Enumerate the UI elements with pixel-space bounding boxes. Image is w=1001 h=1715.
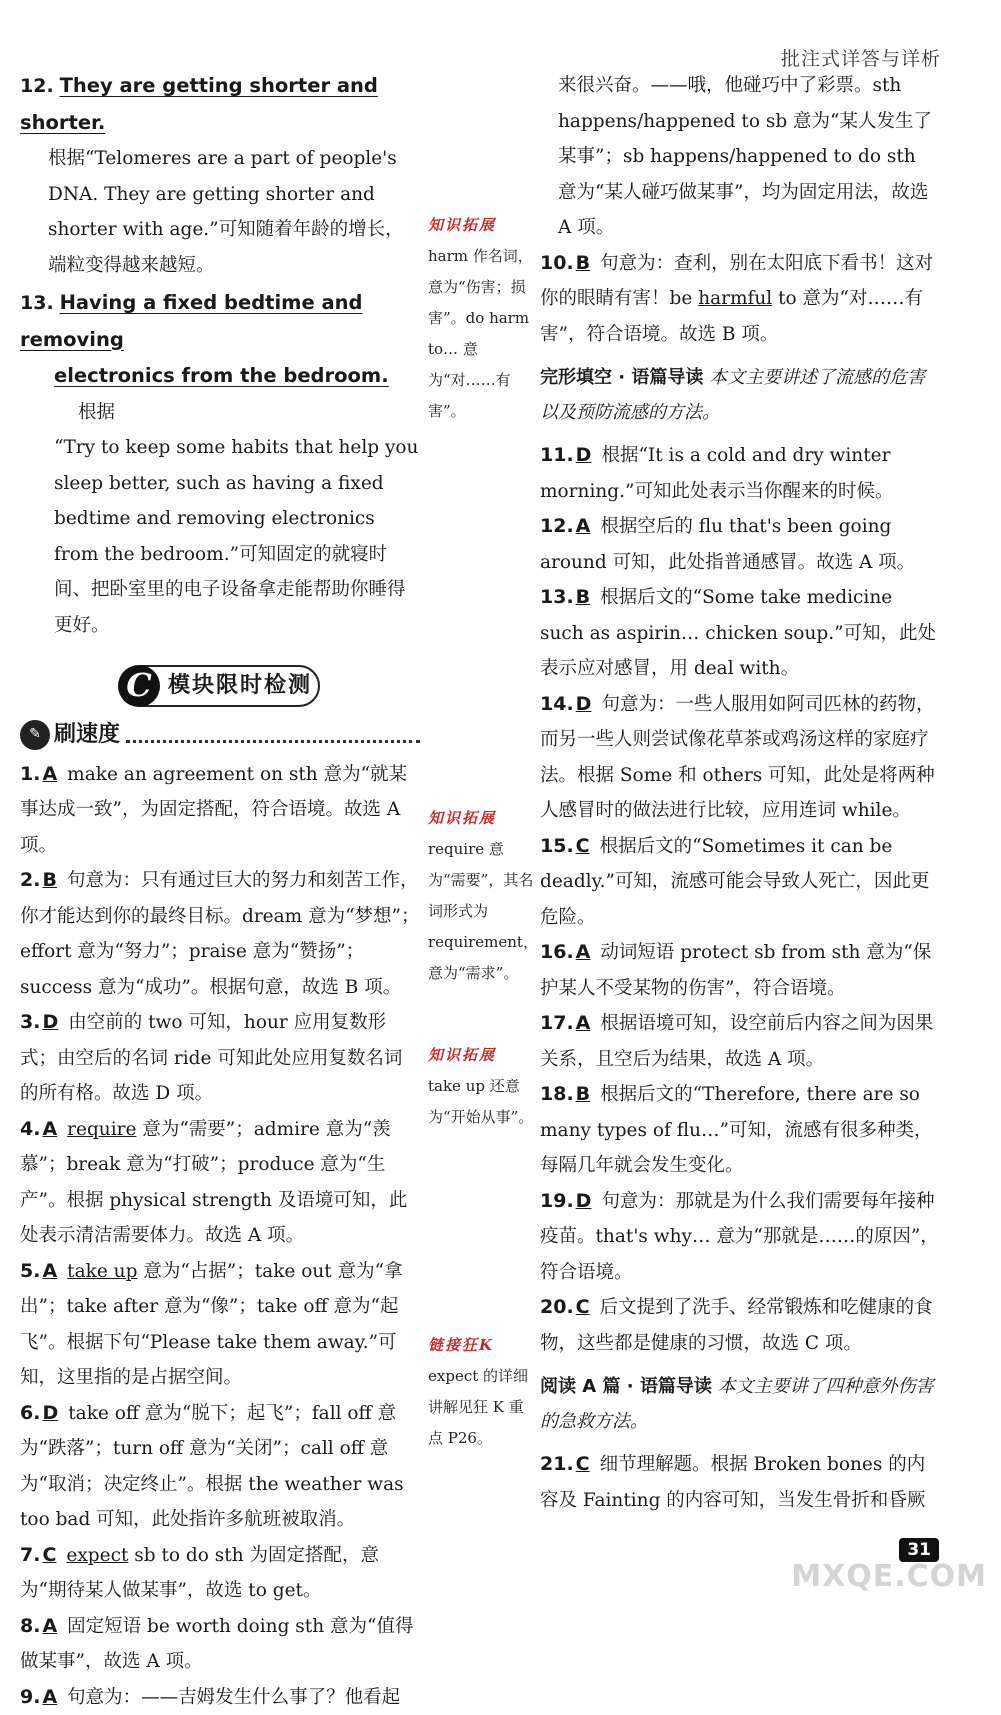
side-note: [428, 1330, 536, 1454]
dotted-divider: [126, 726, 420, 743]
answer-item: [540, 1077, 940, 1184]
item-number: 18.: [540, 1083, 574, 1105]
item-explanation: 固定短语 be worth doing sth 意为“值得做某事”，故选 A 项。: [20, 1616, 414, 1673]
answer-item: [540, 1184, 940, 1291]
section-letter-icon: C: [118, 665, 160, 707]
side-note-tag: 知识拓展: [428, 803, 536, 834]
item-answer: C: [576, 1296, 590, 1318]
item-answer-line2: electronics from the bedroom.: [54, 364, 389, 387]
item-number: 12.: [540, 515, 574, 537]
side-note-text: require 意为“需要”，其名词形式为 requirement，意为“需求”。: [428, 834, 536, 989]
item-number: 8.: [20, 1615, 40, 1637]
item-explanation: 由空前的 two 可知，hour 应用复数形式；由空后的名词 ride 可知此处应用复数名词的所有格。故选 D 项。: [20, 1012, 402, 1104]
reading-guide: [540, 360, 940, 430]
item-number: 14.: [540, 693, 574, 715]
item-explanation: 句意为：只有通过巨大的努力和刻苦工作，你才能达到你的最终目标。dream 意为“梦想”；effort 意为“努力”；praise 意为“赞扬”；success 意为“成功”。根据句意，故选 B 项。: [20, 870, 420, 998]
item-explanation: 句意为：查利，别在太阳底下看书！这对你的眼睛有害！be: [540, 253, 933, 310]
item-answer: B: [576, 1083, 590, 1105]
item-explanation: 根据语境可知，设空前后内容之间为因果关系，且空后为结果，故选 A 项。: [540, 1013, 933, 1070]
answer-item-21: [540, 1447, 940, 1518]
answer-item: [20, 1005, 420, 1112]
answer-item: [20, 757, 420, 864]
answer-item: [20, 1396, 420, 1538]
item-answer: B: [42, 869, 56, 891]
item-answer: D: [576, 693, 592, 715]
item-number: 21.: [540, 1453, 574, 1475]
item-explanation: 意为“需要”；admire 意为“羡慕”；break 意为“打破”；produce 意为“生产”。根据 physical strength 及语境可知，此处表示清洁需要体力。故选 A 项。: [20, 1119, 407, 1247]
item-number: 16.: [540, 941, 574, 963]
item-number: 12.: [20, 75, 54, 97]
answer-item: [540, 1290, 940, 1361]
item-answer: A: [42, 1686, 57, 1708]
item-answer: D: [576, 444, 592, 466]
item-number: 20.: [540, 1296, 574, 1318]
item-answer: B: [576, 586, 590, 608]
item-number: 9.: [20, 1686, 40, 1708]
item-number: 5.: [20, 1260, 40, 1282]
side-note: [428, 803, 536, 989]
item-answer: C: [576, 835, 590, 857]
item-explanation: “Try to keep some habits that help you sleep better, such as having a fixed bedtime and removing electronics from the bedroom.”可知固定的就寝时间、把卧室里的电子设备拿走能帮助你睡得更好。: [54, 430, 420, 643]
side-note-text: harm 作名词，意为“伤害；损害”。do harm to… 意为“对……有害”。: [428, 241, 536, 427]
item-answer: A: [42, 1260, 57, 1282]
item-number: 3.: [20, 1011, 40, 1033]
item-number: 17.: [540, 1012, 574, 1034]
answer-item: [540, 687, 940, 829]
item-explanation: 句意为：——吉姆发生什么事了？他看起: [67, 1687, 400, 1708]
answer-item: [20, 1609, 420, 1680]
side-note-tag: 知识拓展: [428, 1040, 536, 1071]
item-explanation: 意为“占据”；take out 意为“拿出”；take after 意为“像”；take off 意为“起飞”。根据下句“Please take them away.”可知，这里指的是占据空间。: [20, 1261, 403, 1389]
answer-item: [20, 863, 420, 1005]
answer-item: [540, 1006, 940, 1077]
answer-item: [20, 1254, 420, 1396]
reading-guide: [540, 1369, 940, 1439]
item-explanation: 后文提到了洗手、经常锻炼和吃健康的食物，这些都是健康的习惯，故选 C 项。: [540, 1297, 933, 1354]
item-number: 13.: [540, 586, 574, 608]
item-number: 7.: [20, 1544, 40, 1566]
running-header: 批注式详答与详析: [781, 44, 941, 71]
item-answer: A: [42, 763, 57, 785]
linked-word: harmful: [698, 288, 772, 309]
side-note-tag: 链接狂K: [428, 1330, 536, 1361]
answer-item: [20, 1538, 420, 1609]
side-note: [428, 210, 536, 427]
item-explanation: 根据后文的“Some take medicine such as aspirin… chicken soup.”可知，此处表示应对感冒，用 deal with。: [540, 587, 936, 679]
item-explanation: 根据空后的 flu that's been going around 可知，此处指普通感冒。故选 A 项。: [540, 516, 915, 573]
item-answer-line1: Having a fixed bedtime and removing: [20, 291, 363, 351]
item-explanation: 根据“Telomeres are a part of people's DNA. They are getting shorter and shorter with age.”可知随着年龄的增长，端粒变得越来越短。: [20, 141, 420, 283]
answer-item: [540, 935, 940, 1006]
item-number: 4.: [20, 1118, 40, 1140]
item-answer: A: [576, 1012, 591, 1034]
speed-label: 刷速度: [54, 717, 120, 753]
guide-text: 本文主要讲述了流感的危害以及预防流感的方法。: [540, 367, 925, 423]
item-number: 15.: [540, 835, 574, 857]
item-explanation: make an agreement on sth 意为“就某事达成一致”，为固定搭配，符合语境。故选 A 项。: [20, 764, 407, 856]
answer-item: [20, 1112, 420, 1254]
side-note-text: expect 的详细讲解见狂 K 重点 P26。: [428, 1361, 536, 1454]
item-answer: A: [42, 1118, 57, 1140]
section-banner: [120, 665, 320, 707]
item-explanation: 句意为：那就是为什么我们需要每年接种疫苗。that's why… 意为“那就是……的原因”，符合语境。: [540, 1191, 939, 1283]
item-explanation: 根据后文的“Therefore, there are so many types of flu…”可知，流感有很多种类，每隔几年就会发生变化。: [540, 1084, 932, 1176]
answer-item-10: [540, 246, 940, 353]
right-column: [540, 68, 940, 1518]
section-title: 模块限时检测: [160, 668, 312, 704]
guide-text: 本文主要讲了四种意外伤害的急救方法。: [540, 1376, 934, 1432]
speed-heading: [20, 717, 420, 753]
item-explanation: 根据“It is a cold and dry winter morning.”可知此处表示当你醒来的时候。: [540, 445, 893, 502]
item-answer: B: [576, 252, 590, 274]
item-number: 2.: [20, 869, 40, 891]
side-note: [428, 1040, 536, 1133]
linked-word: take up: [67, 1261, 137, 1282]
answer-item-13: [20, 285, 420, 643]
item-answer: D: [42, 1402, 58, 1424]
item-explanation: 动词短语 protect sb from sth 意为“保护某人不受某物的伤害”，符合语境。: [540, 942, 931, 999]
answer-item: [20, 1680, 420, 1715]
item-answer: C: [576, 1453, 590, 1475]
item-answer: D: [42, 1011, 58, 1033]
answer-item: [540, 438, 940, 509]
answer-item: [540, 509, 940, 580]
guide-heading: 完形填空 · 语篇导读: [540, 367, 703, 388]
linked-word: expect: [66, 1545, 128, 1566]
item-answer: A: [576, 515, 591, 537]
item-number: 19.: [540, 1190, 574, 1212]
item-number: 10.: [540, 252, 574, 274]
item-number: 6.: [20, 1402, 40, 1424]
answer-item: [540, 580, 940, 687]
guide-heading: 阅读 A 篇 · 语篇导读: [540, 1376, 712, 1397]
side-note-text: take up 还意为“开始从事”。: [428, 1071, 536, 1133]
item-answer: C: [42, 1544, 56, 1566]
answer-item: [540, 829, 940, 936]
brush-icon: ✎: [20, 720, 50, 750]
side-note-tag: 知识拓展: [428, 210, 536, 241]
item-number: 1.: [20, 763, 40, 785]
item-answer-block: [20, 358, 420, 643]
item-text-head: 根据: [78, 402, 115, 423]
item-answer: They are getting shorter and shorter.: [20, 74, 378, 134]
item-number: 13.: [20, 292, 54, 314]
item-answer: D: [576, 1190, 592, 1212]
item-explanation: 句意为：一些人服用如阿司匹林的药物，而另一些人则尝试像花草茶或鸡汤这样的家庭疗法。根据 Some 和 others 可知，此处是将两种人感冒时的做法进行比较，应用连词 while。: [540, 694, 935, 822]
item-explanation: sb to do sth 为固定搭配，意为“期待某人做某事”，故选 to get。: [20, 1545, 379, 1602]
item-explanation: take off 意为“脱下；起飞”；fall off 意为“跌落”；turn off 意为“关闭”；call off 意为“取消；决定终止”。根据 the weather was too bad 可知，此处指许多航班被取消。: [20, 1403, 404, 1531]
item-answer: A: [576, 941, 591, 963]
item-explanation: 根据后文的“Sometimes it can be deadly.”可知，流感可能会导致人死亡，因此更危险。: [540, 836, 929, 928]
page-number: 31: [899, 1538, 939, 1562]
answer-continuation: 来很兴奋。——哦，他碰巧中了彩票。sth happens/happened to sb 意为“某人发生了某事”；sb happens/happened to do sth 意为“某人碰巧做某事”，均为固定用法，故选 A 项。: [540, 68, 940, 246]
item-answer: A: [42, 1615, 57, 1637]
linked-word: require: [67, 1119, 136, 1140]
item-explanation: 细节理解题。根据 Broken bones 的内容及 Fainting 的内容可知，当发生骨折和昏厥: [540, 1454, 925, 1511]
watermark: MXQE.COM: [791, 1559, 987, 1594]
left-column: [20, 68, 420, 1715]
item-number: 11.: [540, 444, 574, 466]
item-explanation-cont: to 意为“对……有害”，符合语境。故选 B 项。: [540, 288, 923, 345]
answer-item-12: [20, 68, 420, 283]
